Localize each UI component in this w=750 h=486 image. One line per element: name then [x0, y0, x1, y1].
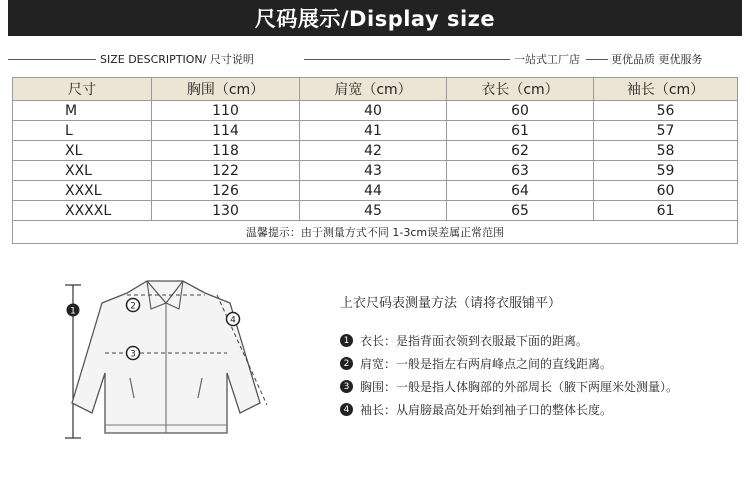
header-chest: 胸围（cm）: [152, 78, 300, 101]
cell-sleeve: 58: [594, 141, 738, 161]
table-note-row: [13, 221, 738, 244]
number-3-icon: 3: [340, 380, 353, 393]
table-row: [13, 101, 738, 121]
guide-item: [340, 375, 740, 398]
marker-1: [67, 304, 80, 317]
cell-size: XXXL: [13, 181, 152, 201]
marker-4: [227, 313, 240, 326]
cell-shoulder: 42: [300, 141, 447, 161]
marker-2: [127, 299, 140, 312]
divider-line: [304, 59, 510, 60]
guide-item-text: 胸围：一般是指人体胸部的外部周长（腋下两厘米处测量）。: [360, 380, 679, 394]
table-row: [13, 141, 738, 161]
cell-shoulder: 40: [300, 101, 447, 121]
size-table: [12, 77, 738, 244]
cell-sleeve: 56: [594, 101, 738, 121]
marker-3: [127, 347, 140, 360]
size-description-bar: [8, 49, 742, 69]
table-row: [13, 201, 738, 221]
cell-size: M: [13, 101, 152, 121]
number-1-icon: 1: [340, 334, 353, 347]
guide-item-text: 衣长：是指背面衣领到衣服最下面的距离。: [360, 334, 589, 348]
service-label: 更优品质 更优服务: [611, 53, 703, 66]
store-label: 一站式工厂店: [514, 53, 580, 66]
number-2-icon: 2: [340, 357, 353, 370]
svg-text:3: 3: [130, 349, 136, 360]
divider-line: [586, 59, 608, 60]
cell-chest: 118: [152, 141, 300, 161]
cell-length: 63: [447, 161, 594, 181]
guide-title: 上衣尺码表测量方法（请将衣服铺平）: [340, 296, 562, 311]
jacket-diagram: [55, 273, 295, 448]
jacket-illustration: [55, 273, 295, 448]
number-4-icon: 4: [340, 403, 353, 416]
cell-size: XXL: [13, 161, 152, 181]
cell-chest: 126: [152, 181, 300, 201]
cell-length: 60: [447, 101, 594, 121]
cell-length: 62: [447, 141, 594, 161]
cell-shoulder: 43: [300, 161, 447, 181]
measurement-guide: [340, 292, 740, 421]
table-header-row: [13, 78, 738, 101]
cell-size: XL: [13, 141, 152, 161]
svg-text:1: 1: [70, 306, 76, 317]
cell-shoulder: 44: [300, 181, 447, 201]
title-banner: [8, 0, 742, 36]
guide-item: [340, 352, 740, 375]
banner-title: 尺码展示/Display size: [254, 7, 496, 31]
svg-text:4: 4: [230, 315, 236, 326]
header-length: 衣长（cm）: [447, 78, 594, 101]
cell-chest: 130: [152, 201, 300, 221]
cell-sleeve: 59: [594, 161, 738, 181]
svg-text:2: 2: [130, 301, 136, 312]
header-shoulder: 肩宽（cm）: [300, 78, 447, 101]
table-row: [13, 181, 738, 201]
cell-chest: 110: [152, 101, 300, 121]
guide-item: [340, 329, 740, 352]
cell-chest: 122: [152, 161, 300, 181]
guide-item-text: 肩宽：一般是指左右两肩峰点之间的直线距离。: [360, 357, 613, 371]
guide-item: [340, 398, 740, 421]
cell-sleeve: 57: [594, 121, 738, 141]
header-sleeve: 袖长（cm）: [594, 78, 738, 101]
header-size: 尺寸: [13, 78, 152, 101]
cell-shoulder: 41: [300, 121, 447, 141]
cell-sleeve: 61: [594, 201, 738, 221]
table-row: [13, 121, 738, 141]
cell-chest: 114: [152, 121, 300, 141]
cell-size: XXXXL: [13, 201, 152, 221]
cell-length: 65: [447, 201, 594, 221]
cell-shoulder: 45: [300, 201, 447, 221]
cell-size: L: [13, 121, 152, 141]
cell-length: 61: [447, 121, 594, 141]
cell-length: 64: [447, 181, 594, 201]
table-row: [13, 161, 738, 181]
measurement-note: 温馨提示：由于测量方式不同 1-3cm误差属正常范围: [13, 221, 738, 244]
guide-item-text: 袖长：从肩膀最高处开始到袖子口的整体长度。: [360, 403, 613, 417]
divider-line: [8, 59, 96, 60]
size-description-label: SIZE DESCRIPTION/ 尺寸说明: [100, 53, 254, 66]
cell-sleeve: 60: [594, 181, 738, 201]
